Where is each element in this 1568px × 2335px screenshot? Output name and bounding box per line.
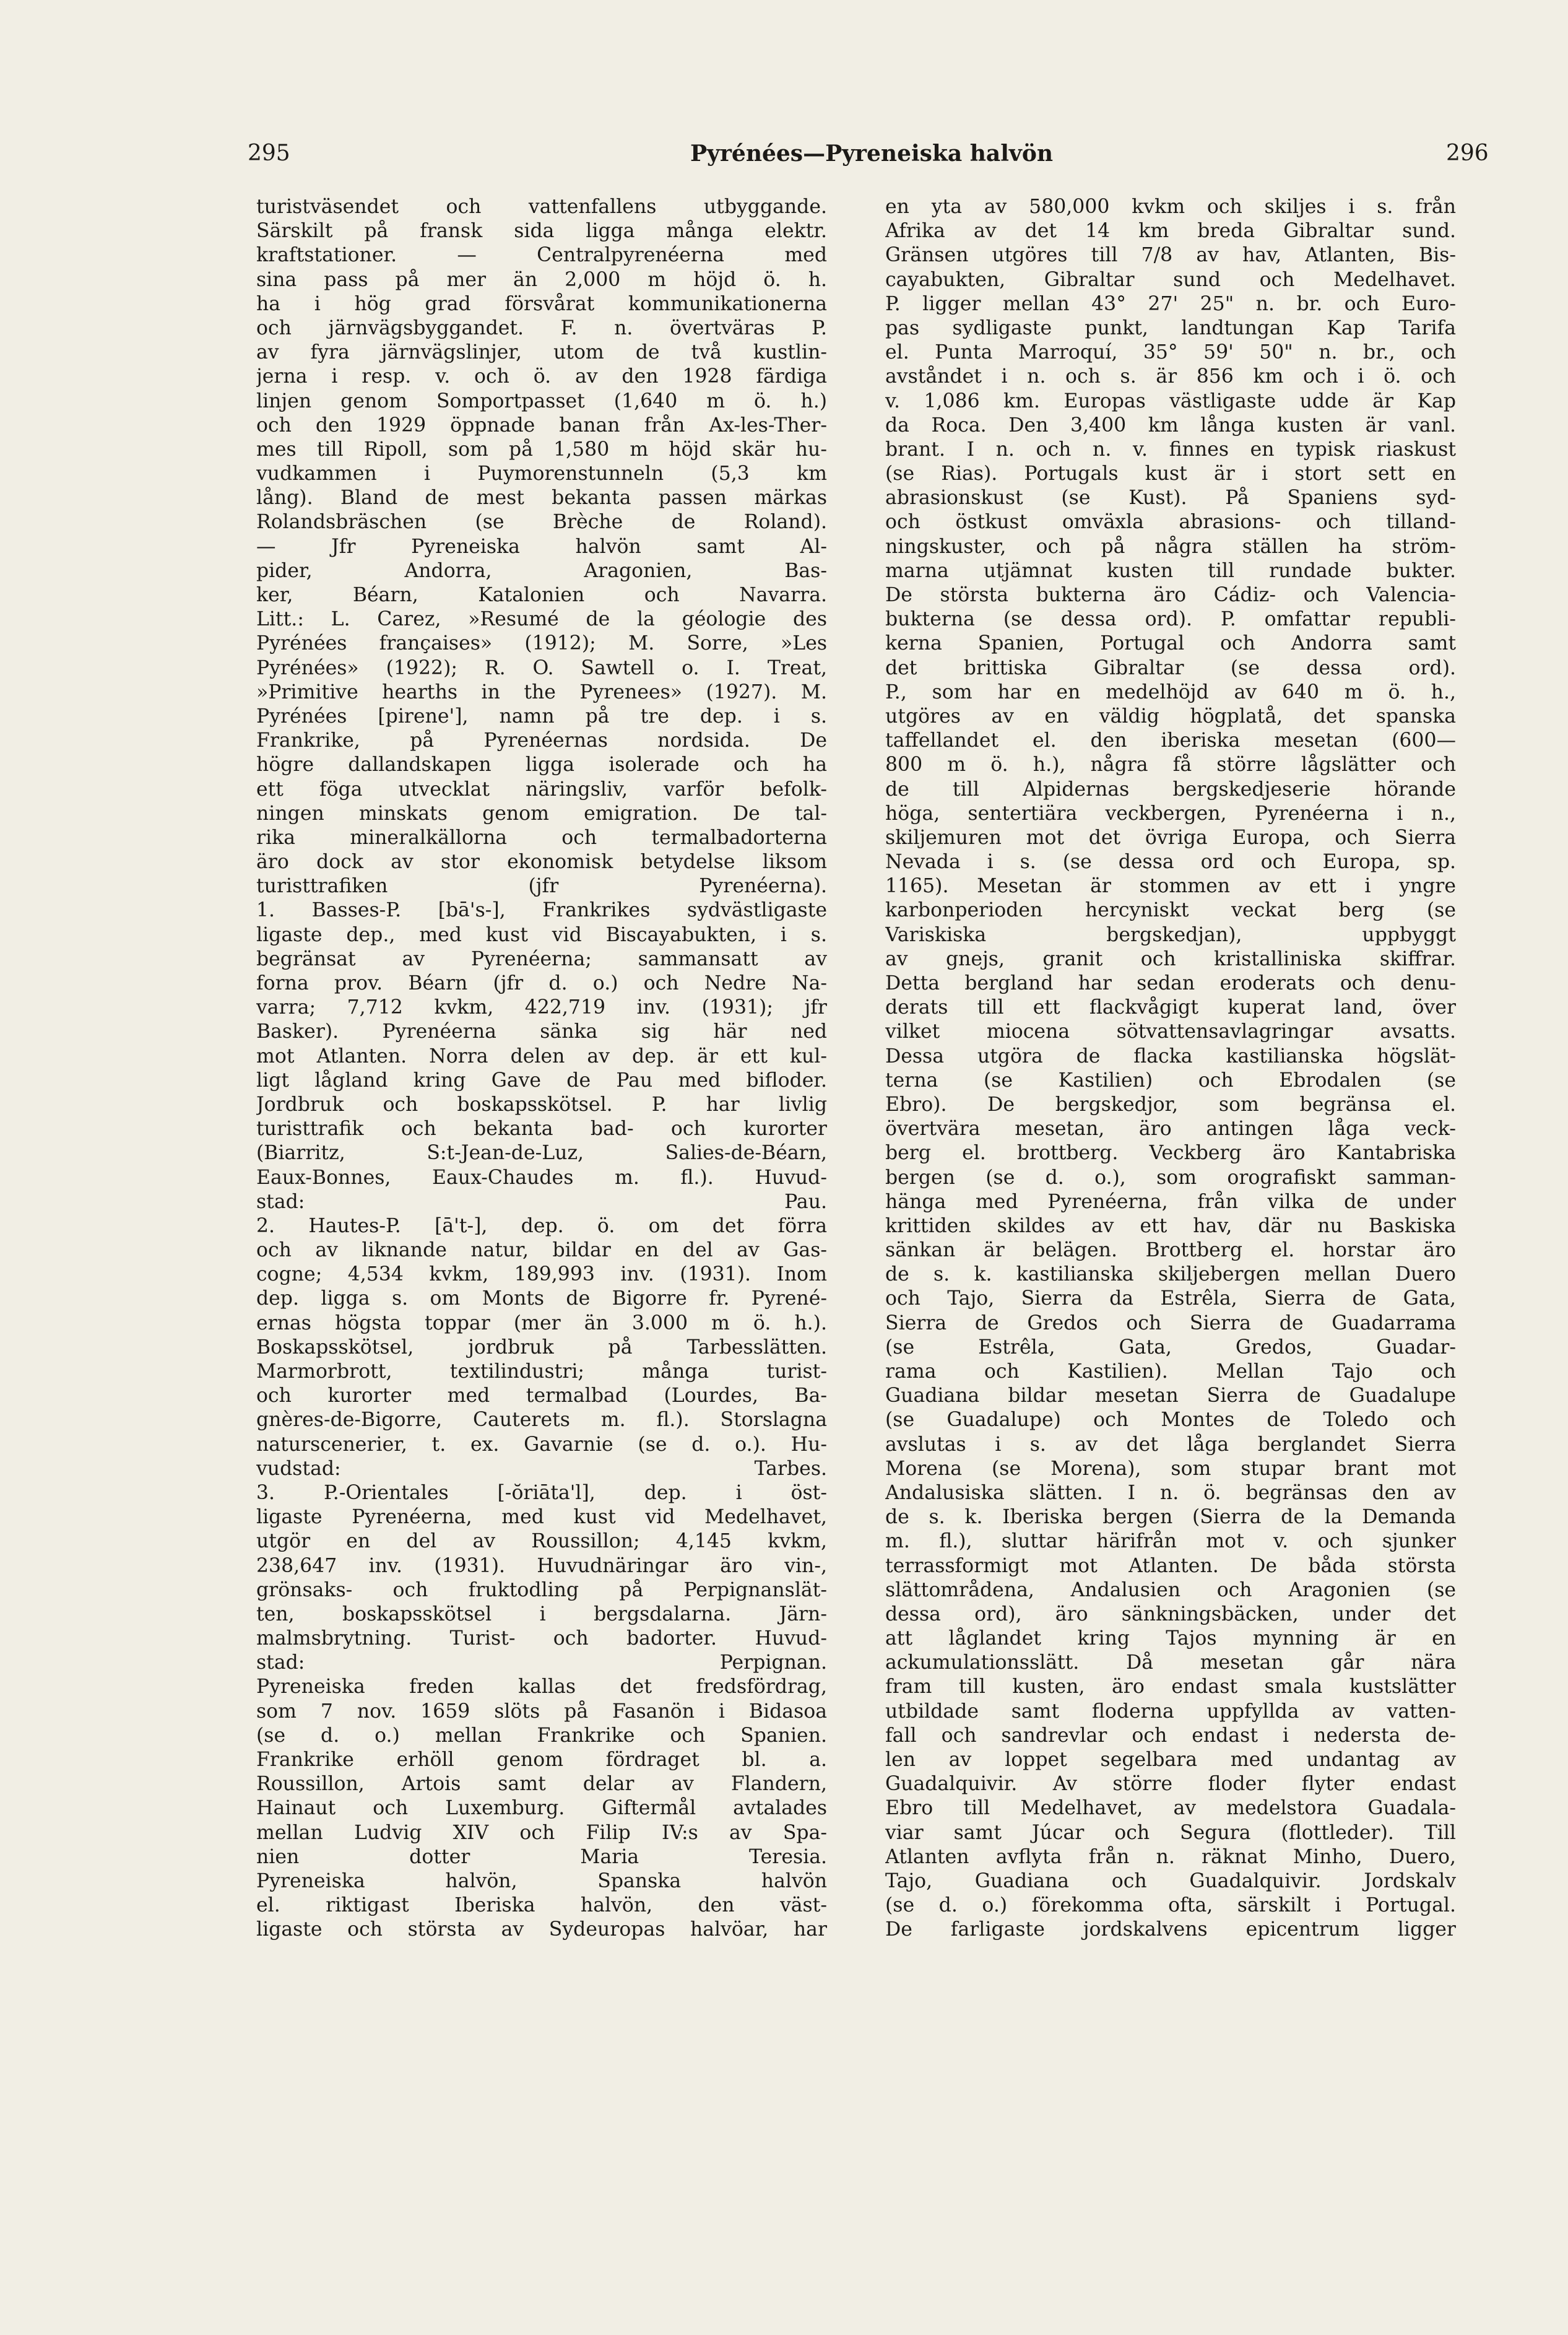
text-line: bukterna (se dessa ord). P. omfattar republi- — [885, 608, 1456, 631]
text-line: cayabukten, Gibraltar sund och Medelhavet. — [885, 268, 1456, 291]
text-line: ligt lågland kring Gave de Pau med bifloder. — [256, 1069, 827, 1092]
text-line: marna utjämnat kusten till rundade bukter. — [885, 559, 1456, 582]
text-line: 238,647 inv. (1931). Huvudnäringar äro vin-, — [256, 1554, 827, 1577]
text-line: Pyreneiska halvön, Spanska halvön — [256, 1869, 827, 1892]
text-line: Dessa utgöra de flacka kastilianska högslät- — [885, 1045, 1456, 1067]
text-line: ligaste dep., med kust vid Biscayabukten, i s. — [256, 923, 827, 946]
text-line: att låglandet kring Tajos mynning är en — [885, 1627, 1456, 1650]
running-title: Pyrénées—Pyreneiska halvön — [690, 141, 1054, 167]
text-line: Frankrike erhöll genom fördraget bl. a. — [256, 1749, 827, 1771]
text-line: av fyra järnvägslinjer, utom de två kustlin- — [256, 341, 827, 364]
text-line: utgör en del av Roussillon; 4,145 kvkm, — [256, 1530, 827, 1553]
text-line: Guadiana bildar mesetan Sierra de Guadalupe — [885, 1385, 1456, 1407]
text-line: skiljemuren mot det övriga Europa, och Sierra — [885, 826, 1456, 849]
text-line: taffellandet el. den iberiska mesetan (600— — [885, 729, 1456, 752]
text-line: — Jfr Pyreneiska halvön samt Al- — [256, 535, 827, 558]
text-line: »Primitive hearths in the Pyrenees» (1927). M. — [256, 680, 827, 703]
text-line: Särskilt på fransk sida ligga många elektr. — [256, 220, 827, 243]
text-line: el. riktigast Iberiska halvön, den väst- — [256, 1894, 827, 1917]
text-line: hänga med Pyrenéerna, från vilka de under — [885, 1190, 1456, 1213]
text-line: Rolandsbräschen (se Brèche de Roland). — [256, 511, 827, 534]
text-line: och järnvägsbyggandet. F. n. övertväras P. — [256, 316, 827, 339]
text-line: Detta bergland har sedan eroderats och denu- — [885, 972, 1456, 994]
text-line: mellan Ludvig XIV och Filip IV:s av Spa- — [256, 1821, 827, 1844]
text-line: Nevada i s. (se dessa ord och Europa, sp. — [885, 851, 1456, 874]
text-line: Afrika av det 14 km breda Gibraltar sund. — [885, 220, 1456, 243]
text-line: P. ligger mellan 43° 27' 25" n. br. och Euro- — [885, 292, 1456, 315]
text-line: (se d. o.) mellan Frankrike och Spanien. — [256, 1724, 827, 1747]
text-line: turistväsendet och vattenfallens utbyggande. — [256, 196, 827, 218]
text-line: fall och sandrevlar och endast i nedersta de- — [885, 1724, 1456, 1747]
text-line: begränsat av Pyrenéerna; sammansatt av — [256, 947, 827, 970]
text-line: ker, Béarn, Katalonien och Navarra. — [256, 584, 827, 606]
text-line: lång). Bland de mest bekanta passen märkas — [256, 487, 827, 510]
text-line: varra; 7,712 kvkm, 422,719 inv. (1931); jfr — [256, 996, 827, 1019]
text-line: Roussillon, Artois samt delar av Flandern, — [256, 1773, 827, 1796]
text-line: Pyreneiska freden kallas det fredsfördrag, — [256, 1676, 827, 1698]
text-line: (se Guadalupe) och Montes de Toledo och — [885, 1409, 1456, 1432]
text-line: mot Atlanten. Norra delen av dep. är ett kul- — [256, 1045, 827, 1067]
text-line: derats till ett flackvågigt kuperat land, över — [885, 996, 1456, 1019]
text-line: Jordbruk och boskapsskötsel. P. har livlig — [256, 1093, 827, 1116]
text-line: abrasionskust (se Kust). På Spaniens syd- — [885, 487, 1456, 510]
text-line: dep. ligga s. om Monts de Bigorre fr. Pyrené- — [256, 1287, 827, 1310]
text-line: Atlanten avflyta från n. räknat Minho, Duero, — [885, 1845, 1456, 1868]
text-line: m. fl.), sluttar härifrån mot v. och sjunker — [885, 1530, 1456, 1553]
text-line: och kurorter med termalbad (Lourdes, Ba- — [256, 1385, 827, 1407]
text-line: dessa ord), äro sänkningsbäcken, under det — [885, 1602, 1456, 1625]
text-line: ackumulationsslätt. Då mesetan går nära — [885, 1651, 1456, 1674]
text-line: linjen genom Somportpasset (1,640 m ö. h.) — [256, 389, 827, 412]
text-line: De största bukterna äro Cádiz- och Valencia- — [885, 584, 1456, 606]
text-line: 800 m ö. h.), några få större lågslätter och — [885, 754, 1456, 776]
page-number-right: 296 — [1446, 141, 1489, 166]
text-line: avslutas i s. av det låga berglandet Sierra — [885, 1433, 1456, 1456]
text-line: grönsaks- och fruktodling på Perpignanslät- — [256, 1578, 827, 1601]
text-line: fram till kusten, äro endast smala kustslätter — [885, 1676, 1456, 1698]
text-line: Sierra de Gredos och Sierra de Guadarrama — [885, 1311, 1456, 1334]
text-line: pas sydligaste punkt, landtungan Kap Tarifa — [885, 316, 1456, 339]
text-line: av gnejs, granit och kristalliniska skiffrar. — [885, 947, 1456, 970]
text-line: karbonperioden hercyniskt veckat berg (se — [885, 899, 1456, 922]
text-line: de s. k. Iberiska bergen (Sierra de la Demanda — [885, 1506, 1456, 1529]
text-line: ernas högsta toppar (mer än 3.000 m ö. h.). — [256, 1311, 827, 1334]
text-line: en yta av 580,000 kvkm och skiljes i s. från — [885, 196, 1456, 218]
text-line: pider, Andorra, Aragonien, Bas- — [256, 559, 827, 582]
text-line: ligaste Pyrenéerna, med kust vid Medelhavet, — [256, 1506, 827, 1529]
text-line: krittiden skildes av ett hav, där nu Baskiska — [885, 1214, 1456, 1237]
text-line: avståndet i n. och s. är 856 km och i ö. och — [885, 365, 1456, 388]
text-line: gnères-de-Bigorre, Cauterets m. fl.). Storslagna — [256, 1409, 827, 1432]
text-line: turisttrafik och bekanta bad- och kurorter — [256, 1118, 827, 1141]
text-line: och Tajo, Sierra da Estrêla, Sierra de Gata, — [885, 1287, 1456, 1310]
text-line: 2. Hautes-P. [ā't-], dep. ö. om det förra — [256, 1214, 827, 1237]
text-line: el. Punta Marroquí, 35° 59' 50" n. br., och — [885, 341, 1456, 364]
text-line: Morena (se Morena), som stupar brant mot — [885, 1457, 1456, 1480]
right-column — [885, 195, 1456, 1942]
text-line: äro dock av stor ekonomisk betydelse liksom — [256, 851, 827, 874]
text-line: v. 1,086 km. Europas västligaste udde är Kap — [885, 389, 1456, 412]
text-line: cogne; 4,534 kvkm, 189,993 inv. (1931). Inom — [256, 1263, 827, 1286]
text-line: berg el. brottberg. Veckberg äro Kantabriska — [885, 1142, 1456, 1165]
text-line: utbildade samt floderna uppfyllda av vatten- — [885, 1700, 1456, 1723]
text-line: högre dallandskapen ligga isolerade och ha — [256, 754, 827, 776]
text-line: stad: Pau. — [256, 1190, 827, 1213]
text-line: da Roca. Den 3,400 km långa kusten är vanl. — [885, 414, 1456, 437]
text-line: forna prov. Béarn (jfr d. o.) och Nedre Na- — [256, 972, 827, 994]
text-line: Marmorbrott, textilindustri; många turist- — [256, 1360, 827, 1383]
text-line: slättområdena, Andalusien och Aragonien (se — [885, 1578, 1456, 1601]
text-line: turisttrafiken (jfr Pyrenéerna). — [256, 875, 827, 898]
text-line: ten, boskapsskötsel i bergsdalarna. Järn- — [256, 1602, 827, 1625]
text-line: Gränsen utgöres till 7/8 av hav, Atlanten, Bis- — [885, 244, 1456, 267]
text-line: Variskiska bergskedjan), uppbyggt — [885, 923, 1456, 946]
text-line: ha i hög grad försvårat kommunikationerna — [256, 292, 827, 315]
text-line: ningen minskats genom emigration. De tal- — [256, 802, 827, 825]
text-line: (se d. o.) förekomma ofta, särskilt i Portugal. — [885, 1894, 1456, 1917]
text-line: (se Estrêla, Gata, Gredos, Guadar- — [885, 1336, 1456, 1359]
text-line: bergen (se d. o.), som orografiskt samman- — [885, 1166, 1456, 1189]
text-line: Tajo, Guadiana och Guadalquivir. Jordskalv — [885, 1869, 1456, 1892]
text-line: (Biarritz, S:t-Jean-de-Luz, Salies-de-Béarn, — [256, 1142, 827, 1165]
text-line: Boskapsskötsel, jordbruk på Tarbesslätten. — [256, 1336, 827, 1359]
text-line: mes till Ripoll, som på 1,580 m höjd skär hu- — [256, 438, 827, 461]
text-line: kraftstationer. — Centralpyrenéerna med — [256, 244, 827, 267]
text-line: Hainaut och Luxemburg. Giftermål avtalades — [256, 1797, 827, 1820]
text-line: Eaux-Bonnes, Eaux-Chaudes m. fl.). Huvud- — [256, 1166, 827, 1189]
text-line: Ebro till Medelhavet, av medelstora Guadala- — [885, 1797, 1456, 1820]
text-line: rika mineralkällorna och termalbadorterna — [256, 826, 827, 849]
text-line: jerna i resp. v. och ö. av den 1928 färdiga — [256, 365, 827, 388]
text-line: Basker). Pyrenéerna sänka sig här ned — [256, 1020, 827, 1043]
text-line: Pyrénées [pirene'], namn på tre dep. i s. — [256, 705, 827, 728]
text-line: De farligaste jordskalvens epicentrum ligger — [885, 1918, 1456, 1941]
text-line: vudstad: Tarbes. — [256, 1457, 827, 1480]
text-line: övertvära mesetan, äro antingen låga veck- — [885, 1118, 1456, 1141]
page-number-left: 295 — [248, 141, 290, 166]
text-line: malmsbrytning. Turist- och badorter. Huvud- — [256, 1627, 827, 1650]
text-line: naturscenerier, t. ex. Gavarnie (se d. o.). Hu- — [256, 1433, 827, 1456]
text-line: och östkust omväxla abrasions- och tilland- — [885, 511, 1456, 534]
text-line: Andalusiska slätten. I n. ö. begränsas den av — [885, 1481, 1456, 1504]
text-line: len av loppet segelbara med undantag av — [885, 1749, 1456, 1771]
text-line: och av liknande natur, bildar en del av Gas- — [256, 1239, 827, 1262]
text-line: Frankrike, på Pyrenéernas nordsida. De — [256, 729, 827, 752]
text-line: och den 1929 öppnade banan från Ax-les-Ther- — [256, 414, 827, 437]
text-line: 1. Basses-P. [bā's-], Frankrikes sydvästligaste — [256, 899, 827, 922]
text-line: ett föga utvecklat näringsliv, varför befolk- — [256, 778, 827, 801]
text-line: brant. I n. och n. v. finnes en typisk riaskust — [885, 438, 1456, 461]
text-line: som 7 nov. 1659 slöts på Fasanön i Bidasoa — [256, 1700, 827, 1723]
text-line: stad: Perpignan. — [256, 1651, 827, 1674]
text-line: sänkan är belägen. Brottberg el. horstar äro — [885, 1239, 1456, 1262]
text-line: Ebro). De bergskedjor, som begränsa el. — [885, 1093, 1456, 1116]
text-line: utgöres av en väldig högplatå, det spanska — [885, 705, 1456, 728]
text-line: Pyrénées françaises» (1912); M. Sorre, »Les — [256, 632, 827, 655]
text-line: kerna Spanien, Portugal och Andorra samt — [885, 632, 1456, 655]
text-line: de till Alpidernas bergskedjeserie hörande — [885, 778, 1456, 801]
text-line: vilket miocena sötvattensavlagringar avsatts. — [885, 1020, 1456, 1043]
text-line: rama och Kastilien). Mellan Tajo och — [885, 1360, 1456, 1383]
text-line: P., som har en medelhöjd av 640 m ö. h., — [885, 680, 1456, 703]
text-line: höga, sentertiära veckbergen, Pyrenéerna i n., — [885, 802, 1456, 825]
text-line: nien dotter Maria Teresia. — [256, 1845, 827, 1868]
text-line: Guadalquivir. Av större floder flyter endast — [885, 1773, 1456, 1796]
text-line: (se Rias). Portugals kust är i stort sett en — [885, 463, 1456, 485]
text-line: terna (se Kastilien) och Ebrodalen (se — [885, 1069, 1456, 1092]
text-line: Pyrénées» (1922); R. O. Sawtell o. I. Treat, — [256, 656, 827, 679]
text-line: viar samt Júcar och Segura (flottleder). Till — [885, 1821, 1456, 1844]
text-line: vudkammen i Puymorenstunneln (5,3 km — [256, 463, 827, 485]
text-line: det brittiska Gibraltar (se dessa ord). — [885, 656, 1456, 679]
left-column — [256, 195, 827, 1942]
text-line: 1165). Mesetan är stommen av ett i yngre — [885, 875, 1456, 898]
text-line: 3. P.-Orientales [-ŏriāta'l], dep. i öst- — [256, 1481, 827, 1504]
text-line: ligaste och största av Sydeuropas halvöar, har — [256, 1918, 827, 1941]
text-line: sina pass på mer än 2,000 m höjd ö. h. — [256, 268, 827, 291]
text-line: ningskuster, och på några ställen ha ström- — [885, 535, 1456, 558]
text-line: terrassformigt mot Atlanten. De båda största — [885, 1554, 1456, 1577]
text-line: de s. k. kastilianska skiljebergen mellan Duero — [885, 1263, 1456, 1286]
text-line: Litt.: L. Carez, »Resumé de la géologie des — [256, 608, 827, 631]
